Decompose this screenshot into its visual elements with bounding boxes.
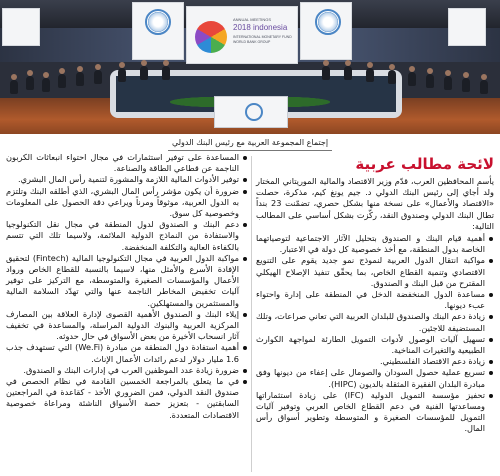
delegate [94,70,102,84]
delegate [408,72,416,86]
delegate [162,66,170,80]
podium-emblem-icon [245,103,263,121]
delegate [444,76,452,90]
far-left-screen [2,8,40,46]
world-bank-emblem-icon [315,9,341,35]
podium-sign [214,96,288,128]
list-item: ضرورة أن يكون مؤشر رأس المال البشري، الذي أطلقه البنك وتلتزم به الدول العربية، موثوقاً ومرناً ويراعي دقة الحصول على المعلومات وخصوصية كل سوق. [6,186,248,220]
article-headline: لائحة مطالب عربية [355,155,494,173]
list-item: زيادة دعم البنك والصندوق للبلدان العربية التي تعاني صراعات، وتلك المستضيفة للاجئين. [256,311,494,333]
left-screen [132,2,184,60]
list-item: المساعدة على توفير استثمارات في مجال احتواء انبعاثات الكربون الناجمة عن قطاعي الطاقة والصناعة. [6,152,248,174]
list-item: أهمية استفادة دول المنطقة من مبادرة (We.Fi) التي تستهدف جذب 1.6 مليار دولار لدعم رائدات الأعمال الإناث. [6,342,248,364]
photo-caption [0,136,500,150]
delegate [58,74,66,88]
list-item: زيادة دعم الاقتصاد الفلسطيني. [256,356,494,367]
list-item: مواكبة الدول العربية في مجال التكنولوجيا المالية (Fintech) لتحقيق الإفادة الأسرع والأمثل منها، لاسيما بالنسبة للقطاع الخاص ورواد الأعمال والمؤسسات الصغيرة والمتوسطة، مع التركيز على توفير آليات تخفيض المخاطر الناجمة عنها والتي تهدّد السلامة المالية والمستثمرين والمستهلكين. [6,253,248,309]
delegate [26,76,34,90]
list-item: مواكبة انتقال الدول العربية لنموذج نمو جديد يقوم على التنويع الاقتصادي وتنمية القطاع الخاص، بما يحقّق تنفيذ الإصلاح الهيكلي المقترح من قبل البنك و الصندوق. [256,255,494,289]
delegate [388,70,396,84]
screen-text-3: INTERNATIONAL MONETARY FUND [233,35,292,39]
column-divider [251,156,252,472]
demands-list-right [256,233,494,435]
imf-emblem-icon [145,9,171,35]
delegate [322,66,330,80]
demands-list-left [6,152,248,421]
screen-text-4: WORLD BANK GROUP [233,40,271,44]
list-item: أهمية قيام البنك و الصندوق بتحليل الآثار الاجتماعية لتوصياتهما الخاصة بدول المنطقة، مع أخذ خصوصية كل دولة في الاعتبار. [256,233,494,255]
right-screen [300,2,352,60]
delegate [42,78,50,92]
delegate [344,66,352,80]
list-item: تحفيز مؤسسة التمويل الدولية (IFC) على زيادة استثماراتها ومساعدتها الفنية في دعم القطاع الخاص العربي وتوفير آليات التمويل للمؤسسات الصغيرة و المتوسطة وتطوير أسواق رأس المال. [256,390,494,435]
delegate [480,80,488,94]
delegate [118,68,126,82]
list-item: توفير الأدوات المالية اللازمة والمشورة لتنمية رأس المال البشري. [6,174,248,185]
photo-caption-text: إجتماع المجموعة العربية مع رئيس البنك الدولي [168,136,332,151]
indonesia-meetings-logo-icon [195,21,227,53]
far-right-screen [448,8,486,46]
list-item: مساعدة الدول المنخفضة الدخل في المنطقة على إدارة واحتواء عبء ديونها. [256,289,494,311]
delegate [426,74,434,88]
screen-text-2: 2018 indonesia [233,23,288,32]
center-screen [186,6,298,64]
delegate [10,80,18,94]
screen-text-1: ANNUAL MEETINGS [233,17,272,22]
list-item: تسريع عملية حصول السودان والصومال على إعفاء من ديونها وفق مبادرة البلدان الفقيرة المثقلة بالديون (HIPC). [256,367,494,389]
list-item: تسهيل آليات الوصول لأدوات التمويل الطارئة لمواجهة الكوارث الطبيعية والتغيرات المناخية. [256,334,494,356]
list-item: إيلاء البنك و الصندوق الأهمية القصوى لإدارة العلاقة بين المصارف المركزية العربية والبنوك الدولية المراسلة، والمساعدة في تخفيف آثار انسحاب الأخيرة من بعض الأسواق في حال حدوثه. [6,309,248,343]
delegate [140,66,148,80]
delegate [76,72,84,86]
list-item: في ما يتعلق بالمراجعة الخمسين القادمة في نظام الحصص في صندوق النقد الدولي، فمن الضروري الأخذ - كقاعدة في المراجعتين السابقتين - بتعزيز حصة الأسواق الناشئة ومراعاة خصوصية الاقتصادات المتعددة. [6,376,248,421]
article-intro: يأسم المحافظين العرب، قدّم وزير الاقتصاد والمالية الموريتاني المختار ولد أجاي إلى رئيس البنك الدولي د. جيم يونغ كيم، مذكرة، حصلت «الاقتصاد والأعمال» على نسخة منها بشكل حصري، تضمّنت 23 بنداً تطال البنك الدولي وصندوق النقد، ركّزت بشكل أساسي على المطالب التالية: [256,176,494,231]
list-item: دعم البنك و الصندوق لدول المنطقة في مجال نقل التكنولوجيا والاستفادة من النماذج الدولية الملائمة، ولاسيما تلك التي تتسم بالكفاءة العالية والتكلفة المنخفضة. [6,219,248,253]
right-column [256,152,494,474]
delegate [462,78,470,92]
conference-photo [0,0,500,134]
left-column [6,152,248,474]
list-item: ضرورة زيادة عدد الموظفين العرب في إدارات البنك و الصندوق. [6,365,248,376]
delegate [366,68,374,82]
